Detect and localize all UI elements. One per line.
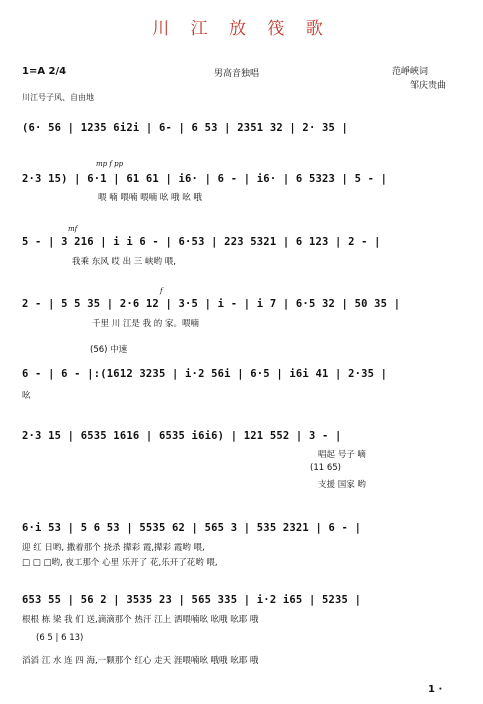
voice-type: 男高音独唱	[214, 69, 260, 79]
lyric2-line-8: 滔滔 江 水 连 四 海,一颗那个 红心 走天 涯喂喃吆 哦哦 吆耶 哦	[22, 656, 259, 666]
lyric-line-2: 喂 喃 喂喃 喂喃 吆 哦 吆 哦	[98, 193, 202, 203]
lyric2-line-6: 支援 国家 哟	[318, 480, 366, 490]
dynamics-line-3: mf	[68, 225, 78, 233]
composer: 邹庆贵曲	[410, 81, 447, 91]
melody-line-5: 6 - | 6 - |:(1612 3235 | i·2 56i | 6·5 | i6i 41 | 2·35 |	[22, 368, 388, 380]
lyric-line-7: 迎 红 日哟, 撒着那个 挠杀 撵彩 霞,撵彩 霞哟 喂,	[22, 543, 205, 553]
aux-line-5: (56) 中速	[90, 345, 128, 355]
aux-line-6: (11 65)	[310, 463, 341, 473]
melody-line-7: 6·i 53 | 5 6 53 | 5535 62 | 565 3 | 535 2321 | 6 - |	[22, 522, 362, 534]
melody-line-2: 2·3 15) | 6·1 | 61 61 | i6· | 6 - | i6· | 6 5323 | 5 - |	[22, 173, 388, 185]
melody-line-1: (6· 56 | 1235 6i2i | 6- | 6 53 | 2351 32 | 2· 35 |	[22, 122, 349, 134]
lyric-line-6: 唱起 号子 嘀	[318, 450, 366, 460]
song-title: 川 江 放 筏 歌	[152, 19, 331, 39]
lyricist: 范崢峽词	[392, 67, 429, 77]
melody-line-3: 5 - | 3 216 | i i 6 - | 6·53 | 223 5321 | 6 123 | 2 - |	[22, 236, 381, 248]
melody-line-4: 2 - | 5 5 35 | 2·6 12 | 3·5 | i - | i 7 | 6·5 32 | 50 35 |	[22, 298, 401, 310]
lyric-line-3: 我乘 东风 哎 出 三 峡哟 喂,	[72, 257, 176, 267]
tempo-marking: 川江号子风、自由地	[22, 93, 94, 102]
page-number: 1 ·	[428, 684, 443, 695]
dynamics-line-4: f	[160, 287, 163, 295]
lyric-line-5: 吆	[22, 391, 31, 401]
melody-line-6: 2·3 15 | 6535 1616 | 6535 i6i6) | 121 552 | 3 - |	[22, 430, 342, 442]
melody-line-8: 653 55 | 56 2 | 3535 23 | 565 335 | i·2 i65 | 5235 |	[22, 594, 362, 606]
lyric-line-4: 千里 川 江是 我 的 家。喂喃	[92, 319, 200, 329]
lyric-line-8: 根根 栋 梁 我 们 送,滴滴那个 热汗 江上 洒喂喃吆 吆哦 吆耶 哦	[22, 615, 259, 625]
dynamics-line-2: mp f pp	[96, 160, 124, 168]
lyric2-line-7: □ □ □哟, 夜工那个 心里 乐开了 花,乐开了花哟 喂,	[22, 558, 218, 568]
aux-line-8: (6 5 | 6 13)	[36, 633, 84, 643]
key-signature: 1=A 2/4	[22, 66, 67, 77]
